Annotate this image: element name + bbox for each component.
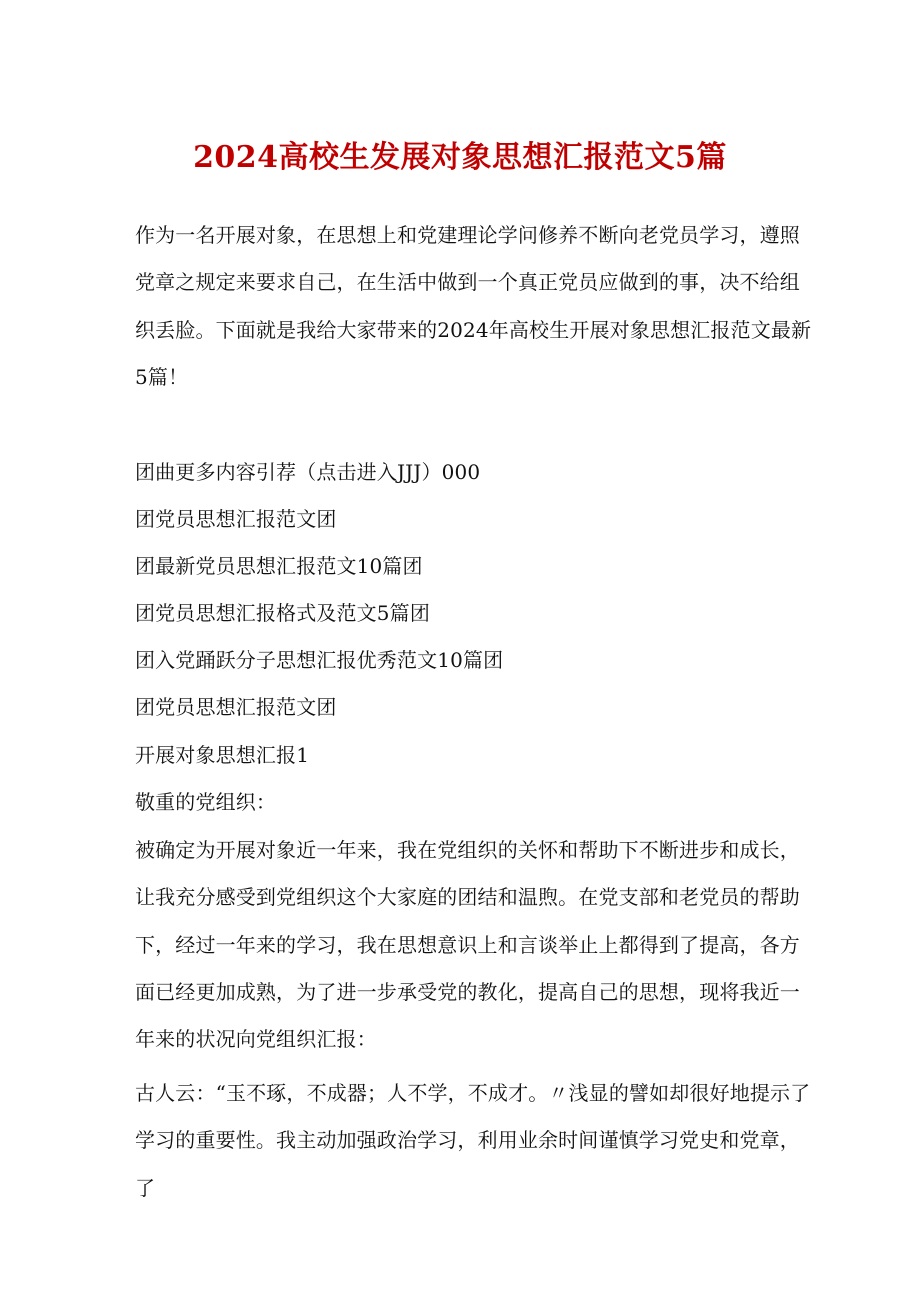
section-heading: 开展对象思想汇报1: [135, 743, 310, 767]
salutation: 敬重的党组织：: [135, 790, 277, 814]
recommend-header: 团曲更多内容引荐（点击进入JJJ）000: [135, 460, 481, 484]
recommend-link[interactable]: 团入党踊跃分子思想汇报优秀范文10篇团: [135, 648, 504, 672]
recommend-link[interactable]: 团党员思想汇报范文团: [135, 695, 337, 719]
body-paragraph: 被确定为开展对象近一年来，我在党组织的关怀和帮助下不断进步和成长，让我充分感受到党组织这个大家庭的团结和温煦。在党支部和老党员的帮助下，经过一年来的学习，我在思想意识上和言谈举止上都得到了提高，各方面已经更加成熟，为了进一步承受党的教化，提高自己的思想，现将我近一年来的状况向党组织汇报：: [135, 838, 800, 1052]
intro-paragraph: 作为一名开展对象，在思想上和党建理论学问修养不断向老党员学习，遵照党章之规定来要求自己，在生活中做到一个真正党员应做到的事，决不给组织丢脸。下面就是我给大家带来的2024年高校生开展对象思想汇报范文最新5篇！: [135, 223, 812, 389]
recommend-link[interactable]: 团党员思想汇报格式及范文5篇团: [135, 601, 430, 625]
document-title: 2024高校生发展对象思想汇报范文5篇: [193, 140, 727, 175]
recommend-link[interactable]: 团党员思想汇报范文团: [135, 507, 337, 531]
body-paragraph: 古人云：“玉不琢，不成器；人不学，不成才。〃浅显的譬如却很好地提示了学习的重要性。我主动加强政治学习，利用业余时间谨慎学习党史和党章，了: [135, 1081, 811, 1200]
recommend-link[interactable]: 团最新党员思想汇报范文10篇团: [135, 554, 423, 578]
